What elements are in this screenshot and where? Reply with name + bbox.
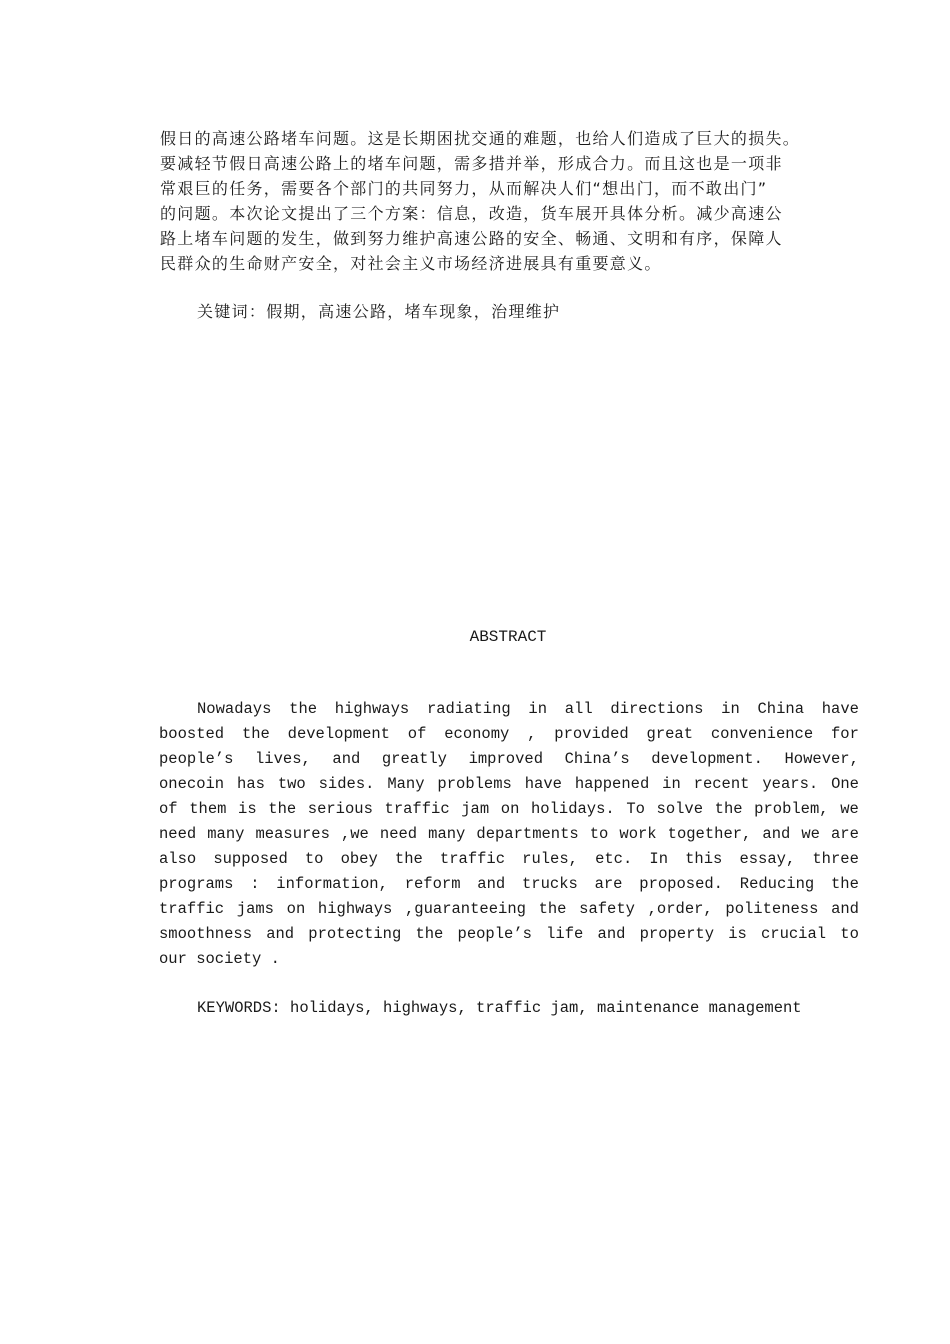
abstract-word: rules, <box>522 850 578 868</box>
abstract-word: people’s <box>159 750 234 768</box>
abstract-word: on <box>500 800 520 818</box>
abstract-word: the <box>268 800 297 818</box>
abstract-word: reform <box>404 875 461 893</box>
abstract-word: Nowadays <box>197 700 272 718</box>
abstract-word: the <box>241 725 270 743</box>
abstract-word: obey <box>340 850 378 868</box>
abstract-word: many <box>428 825 466 843</box>
abstract-word: are <box>830 825 859 843</box>
english-abstract-line <box>159 847 859 872</box>
abstract-word: has <box>237 775 265 793</box>
chinese-abstract-line: 常艰巨的任务，需要各个部门的共同努力，从而解决人们“想出门，而不敢出门” <box>160 179 768 198</box>
abstract-word: we <box>801 825 820 843</box>
english-abstract-line <box>159 747 859 772</box>
abstract-word: ,guaranteeing <box>405 900 526 918</box>
abstract-word: of <box>159 800 178 818</box>
abstract-word: all <box>564 700 593 718</box>
abstract-word: proposed. <box>639 875 723 893</box>
abstract-word: serious <box>307 800 373 818</box>
abstract-word: improved <box>468 750 543 768</box>
abstract-word: etc. <box>595 850 633 868</box>
english-abstract-line <box>159 872 859 897</box>
abstract-word: of <box>407 725 427 743</box>
abstract-word: them <box>189 800 227 818</box>
abstract-word: smoothness <box>159 925 253 943</box>
abstract-word: years. <box>762 775 819 793</box>
abstract-word: property <box>639 925 715 943</box>
abstract-word: many <box>207 825 245 843</box>
abstract-word: : <box>250 875 260 893</box>
abstract-word: trucks <box>521 875 578 893</box>
abstract-word: to <box>840 925 859 943</box>
abstract-word: highways <box>334 700 410 718</box>
chinese-abstract-line: 民群众的生命财产安全，对社会主义市场经济进展具有重要意义。 <box>160 254 662 273</box>
abstract-word: programs <box>159 875 234 893</box>
abstract-word: and <box>266 925 295 943</box>
english-abstract-line: our society . <box>159 950 280 968</box>
abstract-word: Reducing <box>739 875 815 893</box>
abstract-word: politeness <box>725 900 819 918</box>
abstract-word: to <box>589 825 609 843</box>
abstract-word: for <box>830 725 859 743</box>
abstract-word: need <box>379 825 418 843</box>
chinese-abstract-line: 路上堵车问题的发生，做到努力维护高速公路的安全、畅通、文明和有序，保障人 <box>160 229 783 248</box>
abstract-word: supposed <box>213 850 288 868</box>
abstract-word: is <box>728 925 747 943</box>
abstract-word: sides. <box>318 775 375 793</box>
abstract-word: two <box>277 775 306 793</box>
english-abstract-line <box>159 822 859 847</box>
abstract-word: boosted <box>159 725 225 743</box>
abstract-heading: ABSTRACT <box>469 628 547 646</box>
abstract-word: radiating <box>426 700 511 718</box>
abstract-word: greatly <box>381 750 447 768</box>
abstract-word: holidays. <box>530 800 615 818</box>
english-abstract-line <box>159 772 859 797</box>
english-abstract-line <box>159 922 859 947</box>
abstract-word: onecoin <box>159 775 225 793</box>
abstract-word: provided <box>554 725 629 743</box>
abstract-word: and <box>477 875 506 893</box>
abstract-word: However, <box>784 750 859 768</box>
abstract-word: economy <box>444 725 510 743</box>
abstract-word: directions <box>610 700 704 718</box>
abstract-word: need <box>159 825 197 843</box>
chinese-abstract-line: 要减轻节假日高速公路上的堵车问题，需多措并举，形成合力。而且这也是一项非 <box>160 154 783 173</box>
chinese-keywords: 关键词：假期，高速公路，堵车现象，治理维护 <box>197 302 561 321</box>
abstract-word: the <box>714 800 743 818</box>
abstract-word: information, <box>276 875 388 893</box>
abstract-word: have <box>524 775 562 793</box>
abstract-word: to <box>304 850 324 868</box>
chinese-abstract-line: 假日的高速公路堵车问题。这是长期困扰交通的难题，也给人们造成了巨大的损失。 <box>160 129 801 148</box>
abstract-word: problem, <box>754 800 829 818</box>
abstract-word: and <box>332 750 361 768</box>
abstract-word: , <box>527 725 537 743</box>
abstract-word: China <box>757 700 804 718</box>
abstract-word: ,order, <box>647 900 713 918</box>
abstract-word: traffic <box>159 900 225 918</box>
abstract-word: recent <box>693 775 750 793</box>
abstract-word: essay, <box>739 850 796 868</box>
abstract-word: problems <box>437 775 512 793</box>
abstract-word: and <box>831 900 859 918</box>
abstract-word: the <box>289 700 318 718</box>
abstract-word: life <box>546 925 584 943</box>
abstract-word: the <box>394 850 423 868</box>
chinese-abstract-line: 的问题。本次论文提出了三个方案：信息，改造，货车展开具体分析。减少高速公 <box>160 204 783 223</box>
abstract-word: traffic <box>384 800 450 818</box>
english-abstract-line <box>159 797 859 822</box>
abstract-word: we <box>840 800 859 818</box>
abstract-word: measures <box>255 825 330 843</box>
abstract-word: traffic <box>439 850 506 868</box>
english-abstract-line <box>159 722 859 747</box>
abstract-word: this <box>685 850 723 868</box>
abstract-word: jams <box>236 900 274 918</box>
chinese-abstract-body <box>160 126 870 276</box>
abstract-word: in <box>721 700 740 718</box>
abstract-word: and <box>762 825 791 843</box>
english-abstract-line <box>159 697 859 722</box>
abstract-word: One <box>831 775 859 793</box>
abstract-word: in <box>528 700 548 718</box>
abstract-word: jam <box>461 800 490 818</box>
abstract-word: development <box>287 725 390 743</box>
abstract-word: three <box>812 850 859 868</box>
abstract-word: convenience <box>710 725 814 743</box>
abstract-word: highways <box>317 900 393 918</box>
abstract-word: people’s <box>457 925 532 943</box>
abstract-word: are <box>594 875 623 893</box>
abstract-word: lives, <box>255 750 311 768</box>
abstract-word: together, <box>667 825 752 843</box>
abstract-word: China’s <box>564 750 630 768</box>
abstract-word: solve <box>656 800 704 818</box>
abstract-word: ,we <box>340 825 369 843</box>
english-abstract-body <box>159 697 859 972</box>
abstract-word: and <box>597 925 626 943</box>
abstract-word: development. <box>651 750 763 768</box>
english-keywords: KEYWORDS: holidays, highways, traffic jam, maintenance management <box>197 999 802 1017</box>
abstract-word: Many <box>387 775 425 793</box>
abstract-word: safety <box>579 900 635 918</box>
abstract-word: in <box>662 775 681 793</box>
abstract-word: happened <box>574 775 650 793</box>
abstract-word: the <box>415 925 444 943</box>
abstract-word: is <box>238 800 257 818</box>
abstract-word: protecting <box>308 925 402 943</box>
abstract-word: have <box>821 700 859 718</box>
abstract-word: In <box>649 850 669 868</box>
abstract-word: the <box>830 875 859 893</box>
english-abstract-line <box>159 897 859 922</box>
abstract-word: To <box>626 800 645 818</box>
abstract-word: the <box>538 900 567 918</box>
abstract-word: work <box>619 825 657 843</box>
abstract-word: crucial <box>760 925 827 943</box>
abstract-word: on <box>286 900 306 918</box>
abstract-word: great <box>646 725 694 743</box>
abstract-word: departments <box>476 825 579 843</box>
abstract-word: also <box>159 850 197 868</box>
